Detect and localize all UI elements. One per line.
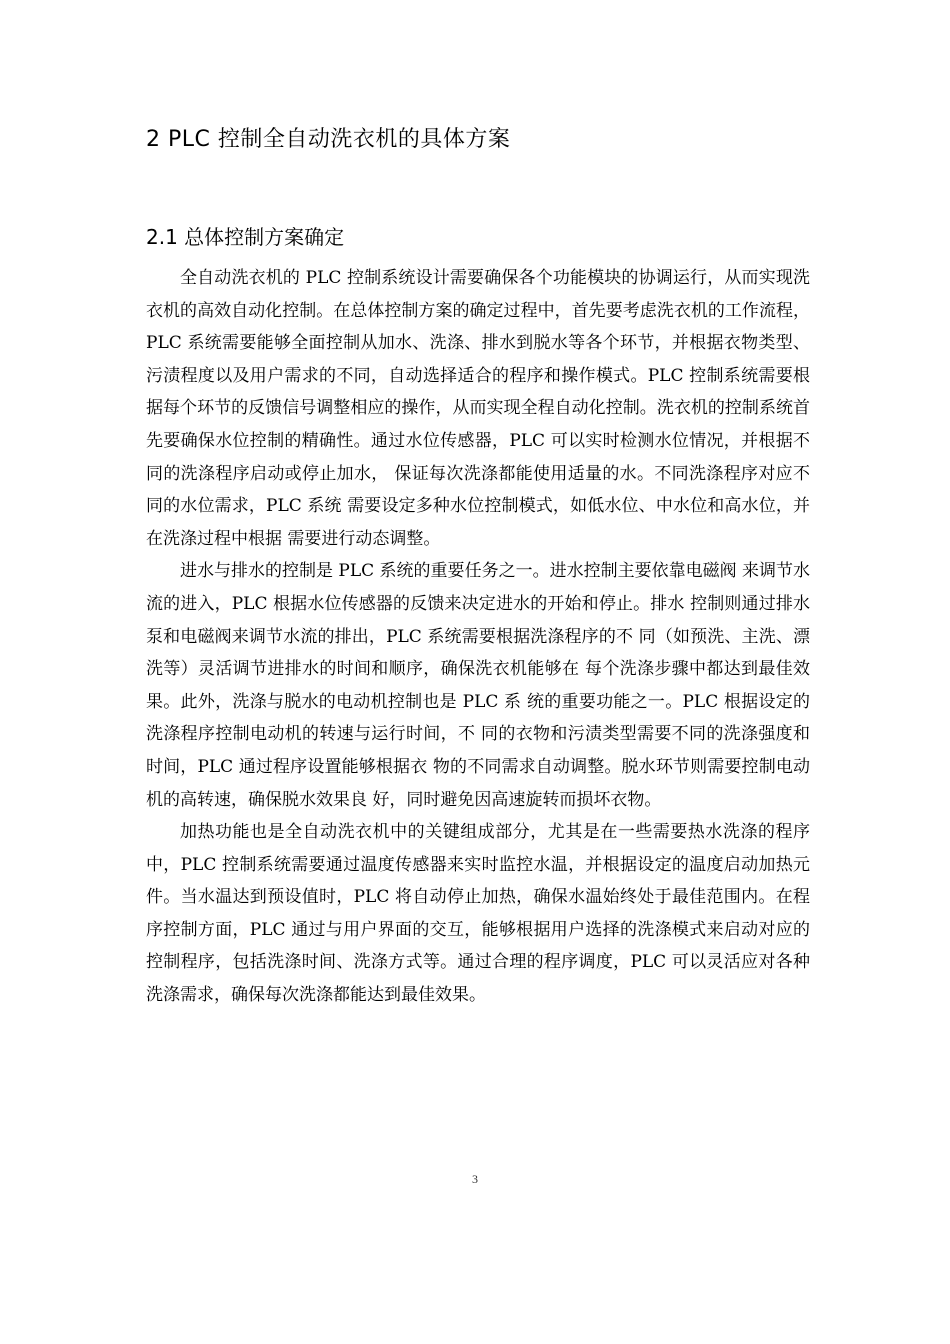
body-text — [146, 262, 810, 1012]
chapter-title: 2 PLC 控制全自动洗衣机的具体方案 — [146, 127, 511, 152]
page-number: 3 — [472, 1172, 478, 1186]
paragraph-overall-control: 全自动洗衣机的 PLC 控制系统设计需要确保各个功能模块的协调运行，从而实现洗衣机的高效自动化控制。在总体控制方案的确定过程中，首先要考虑洗衣机的工作流程，PLC 系统需要能够全面控制从加水、洗涤、排水到脱水等各个环节，并根据衣物类型、污渍程度以及用户需求的不同，自动选择适合的程序和操作模式。PLC 控制系统需要根据每个环节的反馈信号调整相应的操作，从而实现全程自动化控制。洗衣机的控制系统首先要确保水位控制的精确性。通过水位传感器，PLC 可以实时检测水位情况，并根据不同的洗涤程序启动或停止加水， 保证每次洗涤都能使用适量的水。不同洗涤程序对应不同的水位需求，PLC 系统 需要设定多种水位控制模式，如低水位、中水位和高水位，并在洗涤过程中根据 需要进行动态调整。 — [146, 268, 810, 549]
paragraph-water-inlet-drain: 进水与排水的控制是 PLC 系统的重要任务之一。进水控制主要依靠电磁阀 来调节水流的进入，PLC 根据水位传感器的反馈来决定进水的开始和停止。排水 控制则通过排水泵和电磁阀来调节水流的排出，PLC 系统需要根据洗涤程序的不 同（如预洗、主洗、漂洗等）灵活调节进排水的时间和顺序，确保洗衣机能够在 每个洗涤步骤中都达到最佳效果。此外，洗涤与脱水的电动机控制也是 PLC 系 统的重要功能之一。PLC 根据设定的洗涤程序控制电动机的转速与运行时间，不 同的衣物和污渍类型需要不同的洗涤强度和时间，PLC 通过程序设置能够根据衣 物的不同需求自动调整。脱水环节则需要控制电动机的高转速，确保脱水效果良 好，同时避免因高速旋转而损坏衣物。 — [146, 561, 810, 810]
paragraph-heating-function: 加热功能也是全自动洗衣机中的关键组成部分，尤其是在一些需要热水洗涤的程序中，PLC 控制系统需要通过温度传感器来实时监控水温，并根据设定的温度启动加热元件。当水温达到预设值时，PLC 将自动停止加热，确保水温始终处于最佳范围内。在程序控制方面，PLC 通过与用户界面的交互，能够根据用户选择的洗涤模式来启动对应的控制程序，包括洗涤时间、洗涤方式等。通过合理的程序调度，PLC 可以灵活应对各种洗涤需求，确保每次洗涤都能达到最佳效果。 — [146, 822, 810, 1006]
section-title: 2.1 总体控制方案确定 — [146, 225, 345, 249]
